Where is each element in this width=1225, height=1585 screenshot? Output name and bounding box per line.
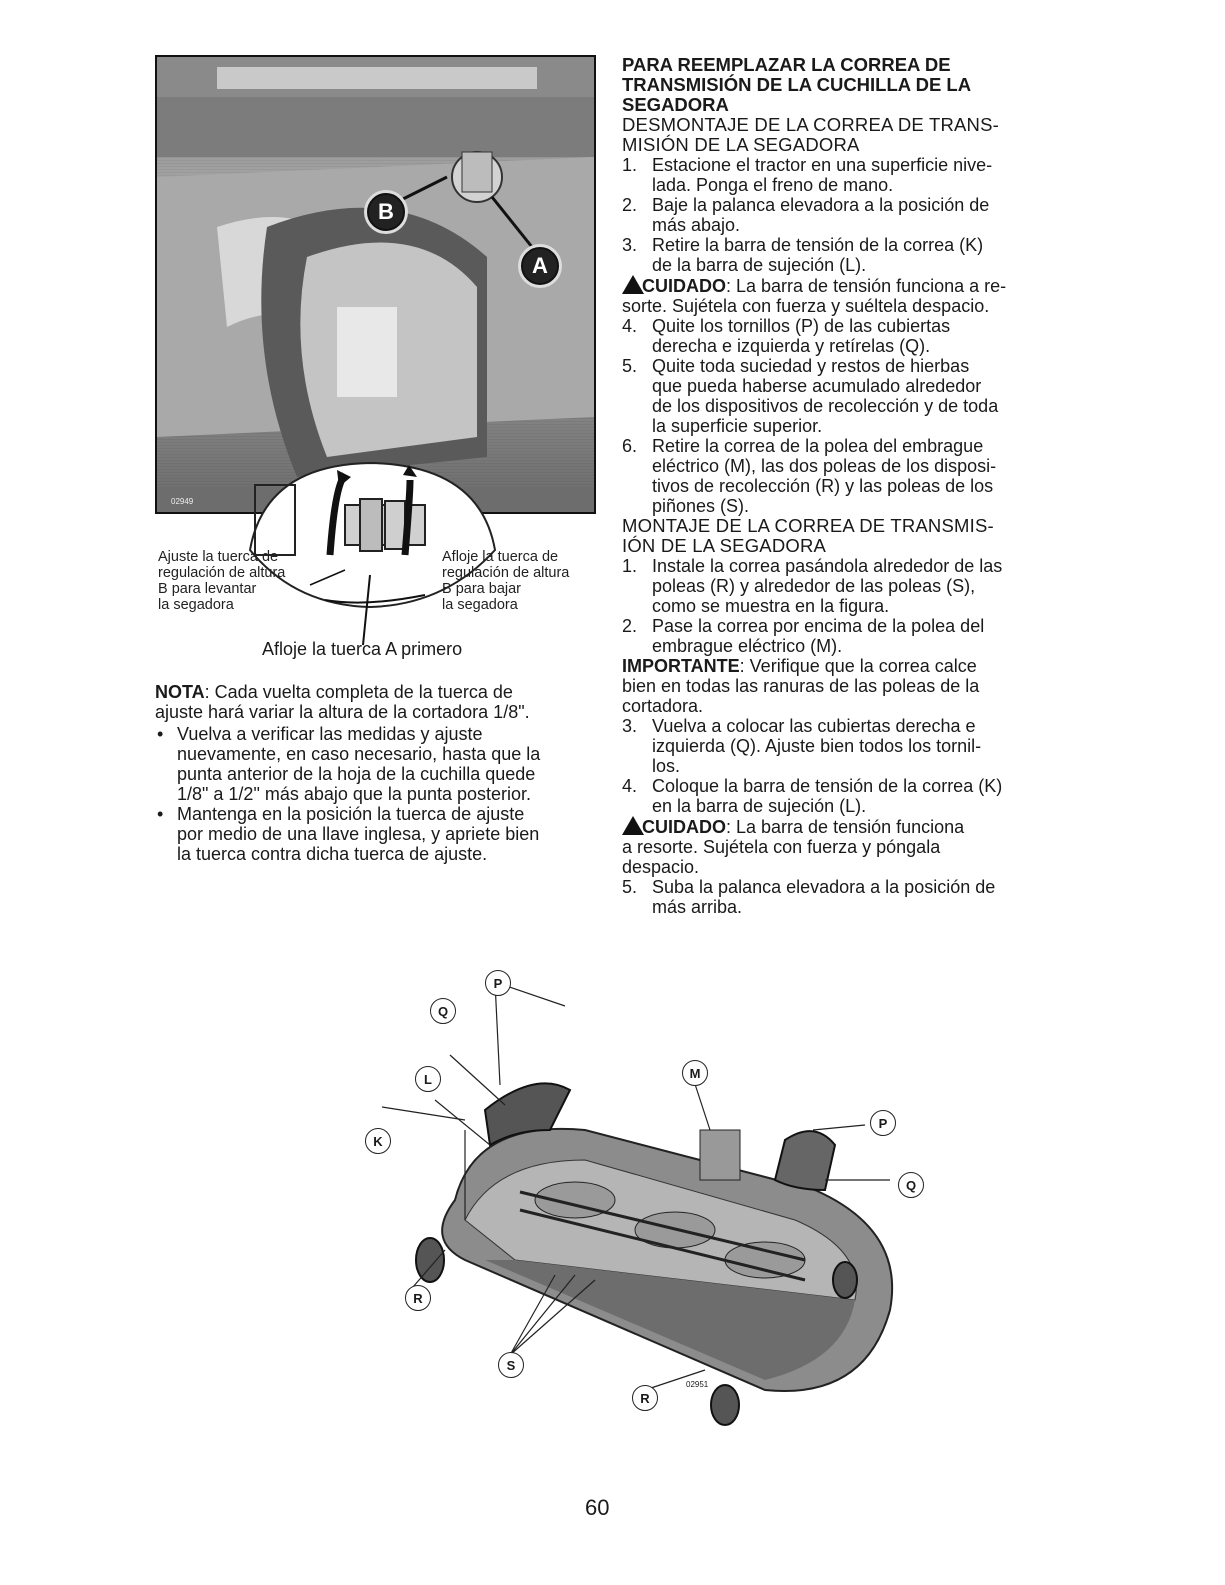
callout-b: B [367, 193, 405, 231]
caution-text: a resorte. Sujétela con fuerza y póngala [622, 837, 941, 857]
step-line: Retire la correa de la polea del embrague [652, 436, 984, 456]
caution-1 [622, 275, 1067, 316]
photo-id: 02949 [171, 497, 194, 506]
label-q: Q [430, 998, 456, 1024]
caution-label: CUIDADO [642, 276, 726, 296]
step-line: izquierda (Q). Ajuste bien todos los tornil- [652, 736, 982, 756]
bullet-item: • Mantenga en la posición la tuerca de ajuste por medio de una llave inglesa, y apriete bien la tuerca contra dicha tuerca de ajuste. [155, 804, 595, 864]
caution-text: : La barra de tensión funciona [726, 817, 965, 837]
subheading-install [622, 516, 1067, 556]
caption-right-line: la segadora [442, 597, 518, 613]
step-item [622, 877, 1067, 917]
nota-text-2: ajuste hará variar la altura de la cortadora 1/8". [155, 702, 530, 722]
nota-paragraph [155, 682, 595, 722]
important-text: : Verifique que la correa calce [739, 656, 977, 676]
install-steps [622, 556, 1067, 656]
step-number: 5. [622, 356, 638, 376]
step-line: Baje la palanca elevadora a la posición de [652, 195, 990, 215]
step-line: lada. Ponga el freno de mano. [652, 175, 894, 195]
caption-left [158, 549, 285, 613]
caution-text: : La barra de tensión funciona a re- [726, 276, 1007, 296]
caption-left-line: Ajuste la tuerca de [158, 549, 279, 565]
step-line: en la barra de sujeción (L). [652, 796, 867, 816]
label-p2: P [870, 1110, 896, 1136]
subheading-line: MONTAJE DE LA CORREA DE TRANSMIS- [622, 515, 994, 536]
step-item [622, 556, 1067, 616]
step-item [622, 616, 1067, 656]
step-number: 5. [622, 877, 638, 897]
step-number: 1. [622, 155, 638, 175]
step-line: embrague eléctrico (M). [652, 636, 843, 656]
bullet-line: punta anterior de la hoja de la cuchilla quede [177, 764, 536, 784]
bullet-line: la tuerca contra dicha tuerca de ajuste. [177, 844, 488, 864]
step-item [622, 776, 1067, 816]
nota-text: : Cada vuelta completa de la tuerca de [204, 682, 513, 702]
bullet-line: por medio de una llave inglesa, y apriete bien [177, 824, 540, 844]
step-line: Vuelva a colocar las cubiertas derecha e [652, 716, 976, 736]
step-line: como se muestra en la figura. [652, 596, 890, 616]
caption-left-line: B para levantar [158, 581, 257, 597]
step-number: 2. [622, 195, 638, 215]
label-s: S [498, 1352, 524, 1378]
step-item [622, 316, 1067, 356]
step-line: eléctrico (M), las dos poleas de los disposi- [652, 456, 997, 476]
deck-image-id: 02951 [686, 1380, 709, 1389]
step-line: Quite los tornillos (P) de las cubiertas [652, 316, 951, 336]
step-line: derecha e izquierda y retírelas (Q). [652, 336, 931, 356]
subheading-line: MISIÓN DE LA SEGADORA [622, 134, 860, 155]
label-k: K [365, 1128, 391, 1154]
heading-line: SEGADORA [622, 94, 729, 115]
bullet-line: 1/8" a 1/2" más abajo que la punta posterior. [177, 784, 532, 804]
subheading-line: DESMONTAJE DE LA CORREA DE TRANS- [622, 114, 1000, 135]
caution-label: CUIDADO [642, 817, 726, 837]
important-text: cortadora. [622, 696, 704, 716]
warning-icon [622, 275, 644, 294]
step-line: Estacione el tractor en una superficie nive- [652, 155, 993, 175]
step-line: más abajo. [652, 215, 741, 235]
important-label: IMPORTANTE [622, 656, 740, 676]
important-note [622, 656, 1067, 716]
caption-right-line: regulación de altura [442, 565, 570, 581]
photo-illustration [157, 57, 594, 512]
caution-text: despacio. [622, 857, 700, 877]
step-line: Quite toda suciedad y restos de hierbas [652, 356, 970, 376]
removal-steps [622, 155, 1067, 275]
label-l: L [415, 1066, 441, 1092]
step-number: 2. [622, 616, 638, 636]
step-item [622, 356, 1067, 436]
adjustment-photo [155, 55, 596, 514]
step-item [622, 195, 1067, 235]
step-number: 4. [622, 316, 638, 336]
page-number: 60 [585, 1495, 610, 1520]
step-line: de los dispositivos de recolección y de toda [652, 396, 999, 416]
step-item [622, 235, 1067, 275]
caption-right [442, 549, 569, 613]
label-m: M [682, 1060, 708, 1086]
nota-label: NOTA [155, 682, 205, 702]
bullet-item: • Vuelva a verificar las medidas y ajuste nuevamente, en caso necesario, hasta que la punta anterior de la hoja de la cuchilla quede 1/8" a 1/2" más abajo que la punta posterior. [155, 724, 595, 804]
caption-left-line: regulación de altura [158, 565, 286, 581]
right-column [622, 55, 1067, 917]
subheading-line: IÓN DE LA SEGADORA [622, 535, 827, 556]
heading-line: TRANSMISIÓN DE LA CUCHILLA DE LA [622, 74, 972, 95]
step-line: Instale la correa pasándola alrededor de las [652, 556, 1003, 576]
step-number: 1. [622, 556, 638, 576]
label-r: R [405, 1285, 431, 1311]
step-line: Coloque la barra de tensión de la correa (K) [652, 776, 1003, 796]
step-line: que pueda haberse acumulado alrededor [652, 376, 982, 396]
step-line: Retire la barra de tensión de la correa (K) [652, 235, 984, 255]
step-line: tivos de recolección (R) y las poleas de los [652, 476, 994, 496]
step-item [622, 436, 1067, 516]
step-line: de la barra de sujeción (L). [652, 255, 867, 275]
caution-text: sorte. Sujétela con fuerza y suéltela despacio. [622, 296, 990, 316]
bullet-line: Mantenga en la posición la tuerca de ajuste [177, 804, 525, 824]
step-number: 6. [622, 436, 638, 456]
label-q2: Q [898, 1172, 924, 1198]
caption-bottom: Afloje la tuerca A primero [262, 639, 463, 659]
install-steps-c [622, 877, 1067, 917]
label-r2: R [632, 1385, 658, 1411]
step-line: más arriba. [652, 897, 743, 917]
step-number: 3. [622, 716, 638, 736]
caption-right-line: B para bajar [442, 581, 521, 597]
warning-icon [622, 816, 644, 835]
subheading-removal [622, 115, 1067, 155]
install-steps-b [622, 716, 1067, 816]
callout-a: A [521, 247, 559, 285]
step-item [622, 155, 1067, 195]
bullet-list [155, 724, 595, 864]
step-line: Suba la palanca elevadora a la posición de [652, 877, 996, 897]
step-line: poleas (R) y alrededor de las poleas (S), [652, 576, 976, 596]
caption-left-line: la segadora [158, 597, 234, 613]
label-p: P [485, 970, 511, 996]
important-text: bien en todas las ranuras de las poleas de la [622, 676, 980, 696]
step-line: los. [652, 756, 681, 776]
step-number: 4. [622, 776, 638, 796]
step-line: la superficie superior. [652, 416, 823, 436]
step-number: 3. [622, 235, 638, 255]
caution-2 [622, 816, 1067, 877]
step-item [622, 716, 1067, 776]
step-line: Pase la correa por encima de la polea del [652, 616, 985, 636]
bullet-line: Vuelva a verificar las medidas y ajuste [177, 724, 483, 744]
removal-steps-b [622, 316, 1067, 516]
step-line: piñones (S). [652, 496, 750, 516]
section-heading [622, 55, 1067, 115]
bullet-line: nuevamente, en caso necesario, hasta que la [177, 744, 541, 764]
heading-line: PARA REEMPLAZAR LA CORREA DE [622, 54, 951, 75]
caption-right-line: Afloje la tuerca de [442, 549, 559, 565]
